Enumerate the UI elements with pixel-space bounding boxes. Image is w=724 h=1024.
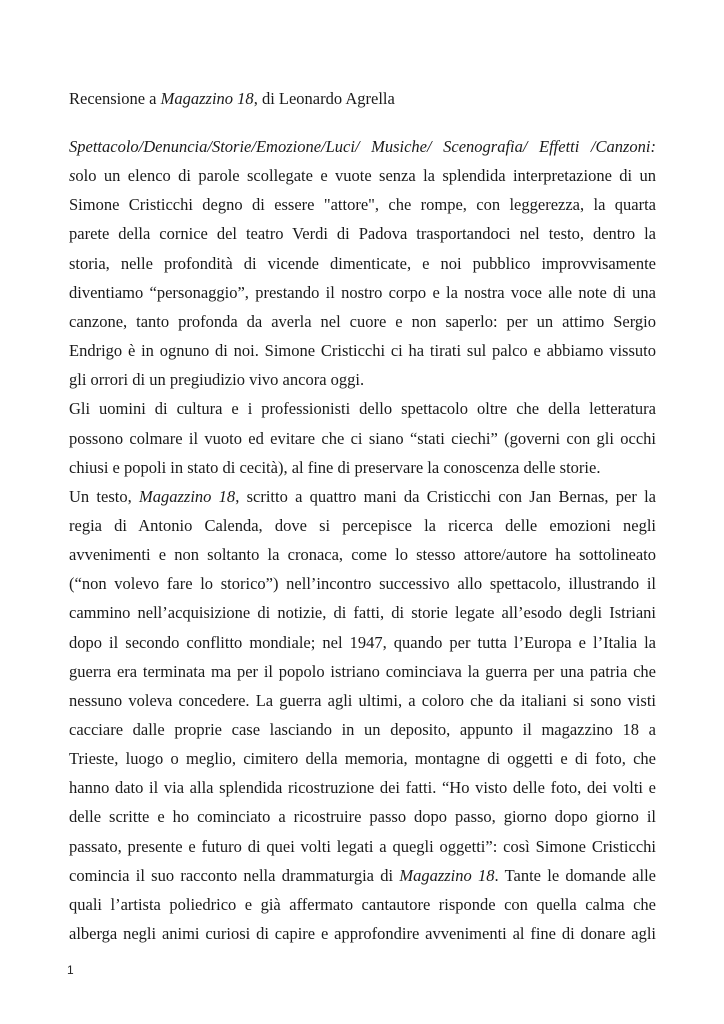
text-segment: cammino nell’acquisizione di notizie, di fatti, di storie legate all’esodo degli Istriani: [69, 603, 656, 623]
text-segment: Un testo,: [69, 486, 139, 506]
text-line: [69, 514, 656, 538]
text-segment: storia, nelle profondità di vicende dimenticate, e noi pubblico improvvisamente: [69, 253, 656, 273]
text-line: [69, 601, 656, 625]
text-line: [69, 631, 656, 655]
text-line: [69, 543, 656, 567]
text-line: [69, 835, 656, 859]
text-segment: possono colmare il vuoto ed evitare che ci siano “stati ciechi” (governi con gli occhi: [69, 428, 656, 448]
text-segment: delle scritte e ho cominciato a ricostruire passo dopo passo, giorno dopo giorno il: [69, 807, 656, 827]
text-segment: (“non volevo fare lo storico”) nell’incontro successivo allo spettacolo, illustrando il: [69, 574, 656, 594]
page-number: 1: [67, 963, 74, 977]
text-segment: regia di Antonio Calenda, dove si percepisce la ricerca delle emozioni negli: [69, 516, 656, 535]
text-segment: . Tante le domande alle: [494, 865, 656, 885]
title-prefix: Recensione a: [69, 89, 161, 108]
text-segment: chiusi e popoli in stato di cecità), al fine di preservare la conoscenza delle storie.: [69, 457, 601, 477]
text-segment: canzone, tanto profonda da averla nel cuore e non saperlo: per un attimo Sergio: [69, 311, 656, 331]
text-segment: alberga negli animi curiosi di capire e approfondire avvenimenti al fine di donare agli: [69, 924, 656, 943]
italic-text: s: [69, 166, 76, 186]
text-segment: , scritto a quattro mani da Cristicchi con Jan Bernas, per la: [235, 486, 656, 506]
italic-text: Magazzino 18: [139, 486, 236, 506]
italic-text: Magazzino 18: [399, 865, 495, 885]
text-line: [69, 339, 656, 363]
text-segment: cacciare dalle proprie case lasciando in un deposito, appunto il magazzino 18 a: [69, 720, 656, 739]
text-segment: dopo il secondo conflitto mondiale; nel 1947, quando per tutta l’Europa e l’Italia la: [69, 632, 656, 652]
italic-text: Spettacolo/Denuncia/Storie/Emozione/Luci/ Musiche/ Scenografia/ Effetti /Canzoni:: [69, 137, 656, 156]
text-segment: Endrigo è in ognuno di noi. Simone Cristicchi ci ha tirati sul palco e abbiamo vissuto: [69, 341, 656, 360]
text-segment: passato, presente e futuro di quei volti legati a quegli oggetti”: così Simone Cristicchi: [69, 836, 656, 856]
text-line: [69, 281, 656, 305]
text-line: [69, 660, 656, 684]
text-line: [69, 456, 656, 480]
text-line: [69, 427, 656, 451]
text-line: [69, 135, 656, 159]
text-segment: Simone Cristicchi degno di essere "attore", che rompe, con leggerezza, la quarta: [69, 195, 656, 215]
text-line: [69, 368, 656, 392]
text-line: [69, 689, 656, 713]
review-title: [69, 87, 395, 111]
text-line: [69, 776, 656, 800]
text-segment: Trieste, luogo o meglio, cimitero della memoria, montagne di oggetti e di foto, che: [69, 749, 656, 769]
text-segment: hanno dato il via alla splendida ricostruzione dei fatti. “Ho visto delle foto, dei volti e: [69, 778, 656, 798]
text-line: [69, 805, 656, 829]
text-segment: diventiamo “personaggio”, prestando il nostro corpo e la nostra voce alle note di una: [69, 282, 656, 302]
title-suffix: , di Leonardo Agrella: [253, 89, 395, 108]
text-line: [69, 747, 656, 771]
text-line: [69, 572, 656, 596]
title-work: Magazzino 18: [160, 89, 254, 108]
text-line: [69, 397, 656, 421]
text-segment: comincia il suo racconto nella drammaturgia di: [69, 865, 400, 885]
text-line: [69, 485, 656, 509]
text-line: [69, 310, 656, 334]
text-segment: gli orrori di un pregiudizio vivo ancora oggi.: [69, 370, 365, 390]
text-segment: Gli uomini di cultura e i professionisti dello spettacolo oltre che della letteratura: [69, 399, 656, 419]
text-line: [69, 893, 656, 917]
text-segment: quali l’artista poliedrico e già affermato cantautore risponde con quella calma che: [69, 894, 656, 914]
text-line: [69, 718, 656, 742]
text-segment: parete della cornice del teatro Verdi di Padova trasportandoci nel testo, dentro la: [69, 224, 656, 244]
text-segment: avvenimenti e non soltanto la cronaca, come lo stesso attore/autore ha sottolineato: [69, 545, 656, 565]
text-segment: olo un elenco di parole scollegate e vuote senza la splendida interpretazione di un: [75, 166, 656, 186]
text-line: [69, 222, 656, 246]
text-segment: guerra era terminata ma per il popolo istriano cominciava la guerra per una patria che: [69, 661, 656, 681]
text-segment: nessuno voleva concedere. La guerra agli ultimi, a coloro che da italiani si sono visti: [69, 690, 656, 710]
text-line: [69, 922, 656, 946]
text-line: [69, 164, 656, 188]
text-line: [69, 252, 656, 276]
text-line: [69, 193, 656, 217]
text-line: [69, 864, 656, 888]
